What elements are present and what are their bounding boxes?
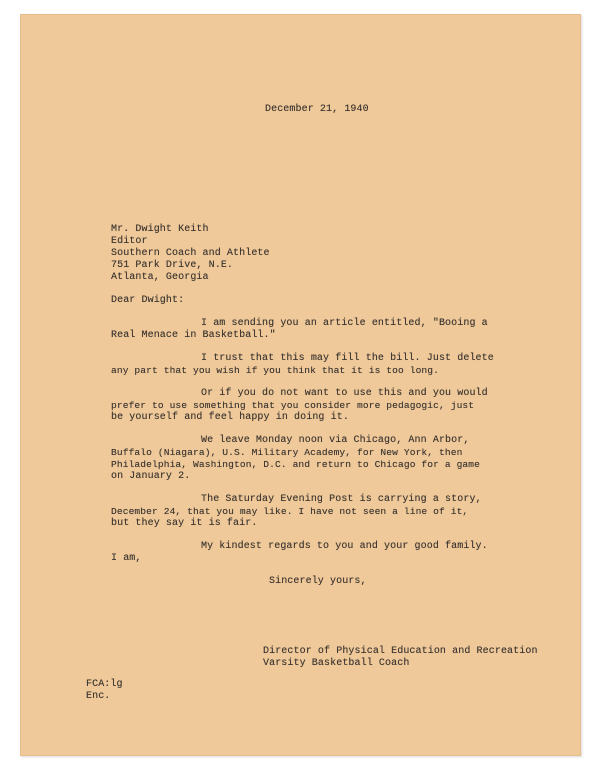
paragraph-line: My kindest regards to you and your good family. bbox=[201, 541, 488, 552]
paragraph-line: any part that you wish if you think that it is too long. bbox=[111, 365, 440, 376]
paragraph-line: We leave Monday noon via Chicago, Ann Arbor, bbox=[201, 435, 470, 446]
recipient-name: Mr. Dwight Keith bbox=[111, 224, 209, 235]
paragraph-line: on January 2. bbox=[111, 471, 191, 482]
recipient-street: 751 Park Drive, N.E. bbox=[111, 260, 234, 271]
letter-paper bbox=[20, 14, 581, 756]
complimentary-close: Sincerely yours, bbox=[269, 576, 367, 587]
paragraph-line: prefer to use something that you consider more pedagogic, just bbox=[111, 400, 475, 411]
paragraph-line: The Saturday Evening Post is carrying a story, bbox=[201, 494, 482, 505]
paragraph-line: December 24, that you may like. I have not seen a line of it, bbox=[111, 506, 469, 517]
closing-line: I am, bbox=[111, 553, 142, 564]
paragraph-line: Or if you do not want to use this and you would bbox=[201, 388, 488, 399]
paragraph-line: I am sending you an article entitled, "Booing a bbox=[201, 318, 488, 329]
signature-title-line: Varsity Basketball Coach bbox=[263, 658, 410, 669]
recipient-publication: Southern Coach and Athlete bbox=[111, 248, 270, 259]
paragraph-line: be yourself and feel happy in doing it. bbox=[111, 412, 349, 423]
signature-title-line: Director of Physical Education and Recreation bbox=[263, 646, 538, 657]
letter-date: December 21, 1940 bbox=[265, 104, 369, 115]
paragraph-line: Real Menace in Basketball." bbox=[111, 330, 276, 341]
paragraph-line: Philadelphia, Washington, D.C. and return to Chicago for a game bbox=[111, 459, 481, 470]
reference-initials: FCA:lg bbox=[86, 679, 123, 690]
paragraph-line: I trust that this may fill the bill. Just delete bbox=[201, 353, 494, 364]
recipient-city: Atlanta, Georgia bbox=[111, 272, 209, 283]
enclosure-notation: Enc. bbox=[86, 691, 111, 702]
paragraph-line: Buffalo (Niagara), U.S. Military Academy, for New York, then bbox=[111, 447, 463, 458]
salutation: Dear Dwight: bbox=[111, 295, 185, 306]
recipient-title: Editor bbox=[111, 236, 148, 247]
paragraph-line: but they say it is fair. bbox=[111, 518, 258, 529]
